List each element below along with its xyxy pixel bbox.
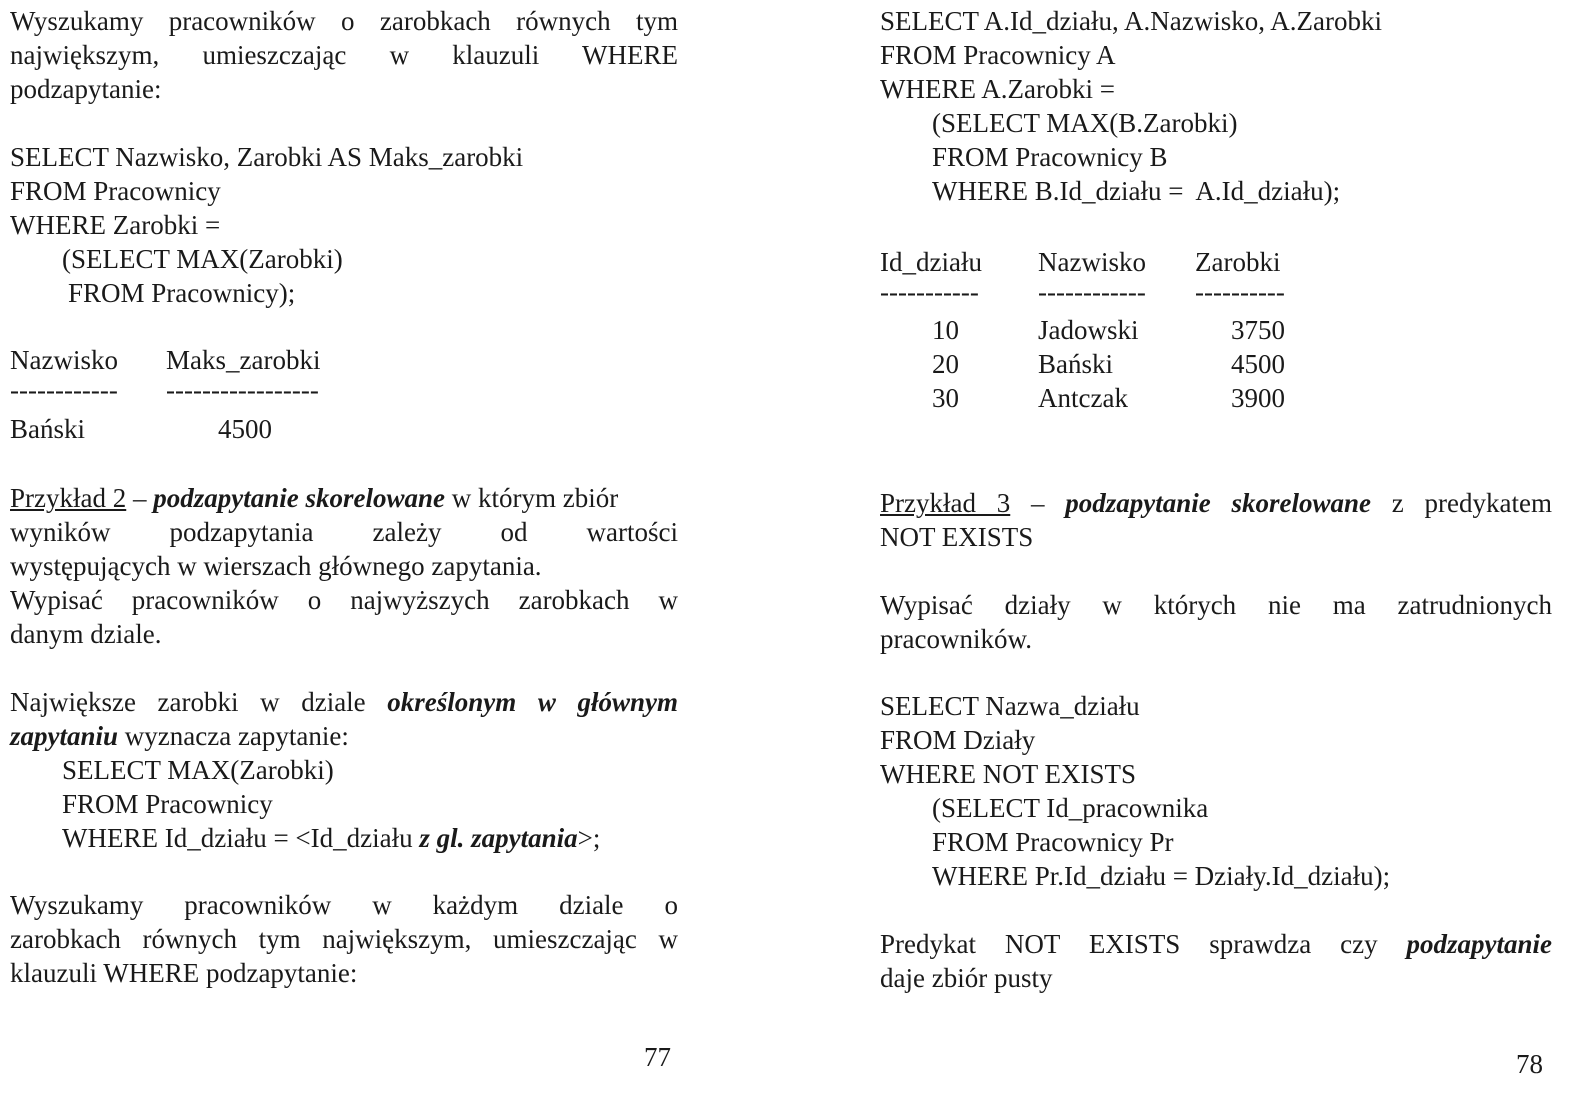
code-line: SELECT Nazwa_działu xyxy=(880,691,1140,721)
emphasis-term: podzapytanie skorelowane xyxy=(1065,488,1372,518)
table-cell: 3750 xyxy=(1231,315,1285,345)
text-line xyxy=(880,486,1552,520)
text-line xyxy=(10,685,678,719)
code-line xyxy=(10,821,678,855)
text-line: danym dziale. xyxy=(10,619,162,649)
text-line: największym, umieszczając w klauzuli WHERE xyxy=(10,40,678,70)
example-2-paragraph xyxy=(10,481,678,651)
table-cell: Antczak xyxy=(1038,383,1128,413)
dash: – xyxy=(126,483,154,513)
emphasis-term: zapytaniu xyxy=(10,721,119,751)
sql-query-2 xyxy=(880,4,1552,208)
code-line: FROM Pracownicy Pr xyxy=(932,827,1174,857)
text-line: zarobkach równych tym największym, umieszczając w xyxy=(10,924,678,954)
text-line: Wyszukamy pracowników w każdym dziale o xyxy=(10,890,678,920)
table-separator: ------------ xyxy=(10,375,118,405)
table-cell: Jadowski xyxy=(1038,315,1139,345)
code-line: (SELECT MAX(Zarobki) xyxy=(62,244,343,274)
text-fragment: Predykat NOT EXISTS sprawdza czy xyxy=(880,929,1407,959)
code-line: WHERE B.Id_działu = A.Id_działu); xyxy=(932,176,1341,206)
predicate-paragraph xyxy=(880,927,1552,995)
code-line: SELECT Nazwisko, Zarobki AS Maks_zarobki xyxy=(10,142,524,172)
right-page xyxy=(880,0,1552,1095)
table-cell: Bański xyxy=(10,414,86,444)
code-line: FROM Pracownicy); xyxy=(68,278,296,308)
table-header: Nazwisko xyxy=(1038,247,1146,277)
table-cell: 3900 xyxy=(1231,383,1285,413)
table-separator: ----------- xyxy=(880,277,979,307)
text-line: Wypisać działy w których nie ma zatrudnionych xyxy=(880,590,1552,620)
page-number: 78 xyxy=(1516,1049,1543,1079)
code-line: SELECT MAX(Zarobki) xyxy=(62,755,334,785)
text-fragment: w którym zbiór xyxy=(445,483,619,513)
code-line: (SELECT Id_pracownika xyxy=(932,793,1209,823)
table-cell: 4500 xyxy=(1231,349,1285,379)
emphasis-term: określonym w głównym xyxy=(387,687,678,717)
code-line: WHERE A.Zarobki = xyxy=(880,74,1115,104)
text-line xyxy=(10,481,678,515)
code-line: (SELECT MAX(B.Zarobki) xyxy=(932,108,1238,138)
example-label: Przykład 3 xyxy=(880,488,1011,518)
code-fragment: WHERE Id_działu = <Id_działu xyxy=(62,823,420,853)
table-cell: Bański xyxy=(1038,349,1114,379)
code-line: FROM Działy xyxy=(880,725,1036,755)
page-number: 77 xyxy=(644,1042,671,1072)
text-fragment: wyznacza zapytanie: xyxy=(118,721,349,751)
text-line: Wyszukamy pracowników o zarobkach równych tym xyxy=(10,6,678,36)
emphasis-term: z gl. zapytania xyxy=(419,823,578,853)
example-label: Przykład 2 xyxy=(10,483,127,513)
text-line: wyników podzapytania zależy od wartości xyxy=(10,517,678,547)
text-line: występujących w wierszach głównego zapytania. xyxy=(10,551,542,581)
table-cell: 20 xyxy=(932,349,959,379)
sql-query-3 xyxy=(880,689,1552,893)
code-line: WHERE Pr.Id_działu = Działy.Id_działu); xyxy=(932,861,1391,891)
table-cell: 30 xyxy=(932,383,959,413)
max-salary-paragraph xyxy=(10,685,678,855)
code-line: FROM Pracownicy xyxy=(62,789,273,819)
intro-paragraph xyxy=(10,4,678,106)
table-cell: 10 xyxy=(932,315,959,345)
table-header: Maks_zarobki xyxy=(166,345,321,375)
emphasis-term: podzapytanie skorelowane xyxy=(153,483,445,513)
code-line: FROM Pracownicy A xyxy=(880,40,1116,70)
text-line: NOT EXISTS xyxy=(880,522,1034,552)
table-header: Nazwisko xyxy=(10,345,118,375)
emphasis-term: podzapytanie xyxy=(1406,929,1552,959)
text-line: klauzuli WHERE podzapytanie: xyxy=(10,958,358,988)
text-line: pracowników. xyxy=(880,624,1032,654)
task-paragraph xyxy=(880,588,1552,656)
code-line: FROM Pracownicy xyxy=(10,176,221,206)
table-cell: 4500 xyxy=(218,414,272,444)
outro-paragraph xyxy=(10,888,678,990)
code-line: WHERE Zarobki = xyxy=(10,210,221,240)
code-fragment: >; xyxy=(577,823,601,853)
code-line: WHERE NOT EXISTS xyxy=(880,759,1136,789)
text-line xyxy=(10,719,678,753)
result-table-1 xyxy=(10,343,678,453)
table-separator: ---------- xyxy=(1195,277,1285,307)
text-line: Wypisać pracowników o najwyższych zarobkach w xyxy=(10,585,678,615)
code-line: FROM Pracownicy B xyxy=(932,142,1168,172)
left-page xyxy=(10,0,678,1095)
dash: – xyxy=(1010,488,1066,518)
table-header: Zarobki xyxy=(1195,247,1281,277)
code-line: SELECT A.Id_działu, A.Nazwisko, A.Zarobki xyxy=(880,6,1382,36)
text-fragment: z predykatem xyxy=(1371,488,1552,518)
example-3-paragraph xyxy=(880,486,1552,554)
text-fragment: Największe zarobki w dziale xyxy=(10,687,388,717)
table-separator: ------------ xyxy=(1038,277,1146,307)
sql-query-1 xyxy=(10,140,678,310)
result-table-2 xyxy=(880,245,1552,415)
table-separator: ----------------- xyxy=(166,375,319,405)
text-line: daje zbiór pusty xyxy=(880,963,1053,993)
table-header: Id_działu xyxy=(880,247,982,277)
text-line: podzapytanie: xyxy=(10,74,162,104)
text-line xyxy=(880,927,1552,961)
